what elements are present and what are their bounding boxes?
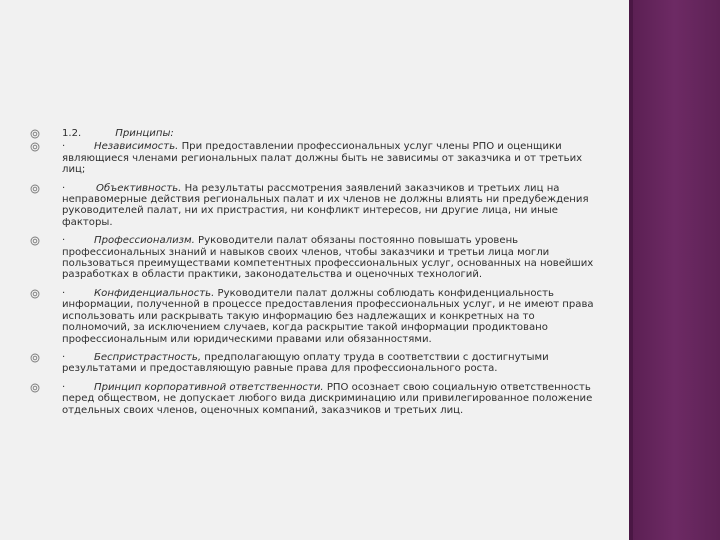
item-text: На результаты рассмотрения заявлений заказчиков и третьих лиц на неправомерные действия региональных палат и их членов не должны влиять ни предубеждения руководителей палат, ни их пристрастия, ни конфликт интересов, ни другие лица, ни иные факторы. — [62, 182, 589, 228]
list-item — [30, 352, 600, 375]
target-bullet-icon — [30, 383, 40, 393]
item-term: Объективность. — [96, 182, 182, 194]
target-bullet-icon — [30, 142, 40, 152]
item-term: Профессионализм. — [94, 235, 195, 247]
decorative-side-bar — [629, 0, 720, 540]
list-item — [30, 235, 600, 281]
item-marker: · — [62, 235, 66, 247]
item-term: Принцип корпоративной ответственности. — [94, 381, 324, 393]
item-text: Руководители палат должны соблюдать конфиденциальность информации, полученной в процессе предоставления профессиональных услуг, и не имеют права использовать или раскрывать такую информацию без надлежащих и конкретных на то полномочий, за исключением случаев, когда раскрытие такой информации продиктовано профессиональным или юридическими правами или обязанностями. — [62, 287, 594, 345]
item-marker: · — [62, 182, 66, 194]
heading-number: 1.2. — [62, 128, 82, 139]
item-text: предполагающую оплату труда в соответствии с достигнутыми результатами и предоставляющую равные права для профессионального роста. — [62, 351, 549, 375]
target-bullet-icon — [30, 236, 40, 246]
target-bullet-icon — [30, 129, 40, 139]
target-bullet-icon — [30, 289, 40, 299]
list-item — [30, 183, 600, 229]
item-marker: · — [62, 381, 66, 393]
heading-item — [30, 128, 600, 139]
list-item — [30, 288, 600, 345]
item-marker: · — [62, 351, 66, 363]
slide-content — [30, 128, 600, 423]
item-text: При предоставлении профессиональных услуг члены РПО и оценщики являющиеся членами региональных палат должны быть не зависимы от заказчика и от третьих лиц; — [62, 141, 583, 176]
item-term: Независимость. — [94, 141, 179, 153]
target-bullet-icon — [30, 353, 40, 363]
target-bullet-icon — [30, 184, 40, 194]
item-text: Руководители палат обязаны постоянно повышать уровень профессиональных знаний и навыков своих членов, чтобы заказчики и третьи лица могли пользоваться преимуществами компетентных профессиональных услуг, основанных на новейших разработках в области практики, законодательства и оценочных технологий. — [62, 235, 594, 281]
list-item — [30, 141, 600, 175]
heading-title: Принципы: — [115, 128, 174, 139]
item-term: Конфиденциальность. — [94, 287, 215, 299]
item-marker: · — [62, 287, 66, 299]
item-term: Беспристрастность, — [94, 351, 202, 363]
item-text: РПО осознает свою социальную ответственность перед обществом, не допускает любого вида дискриминацию или привилегированное положение отдельных своих членов, оценочных компаний, заказчиков и третьих лиц. — [62, 381, 593, 416]
list-item — [30, 382, 600, 416]
item-marker: · — [62, 141, 66, 153]
